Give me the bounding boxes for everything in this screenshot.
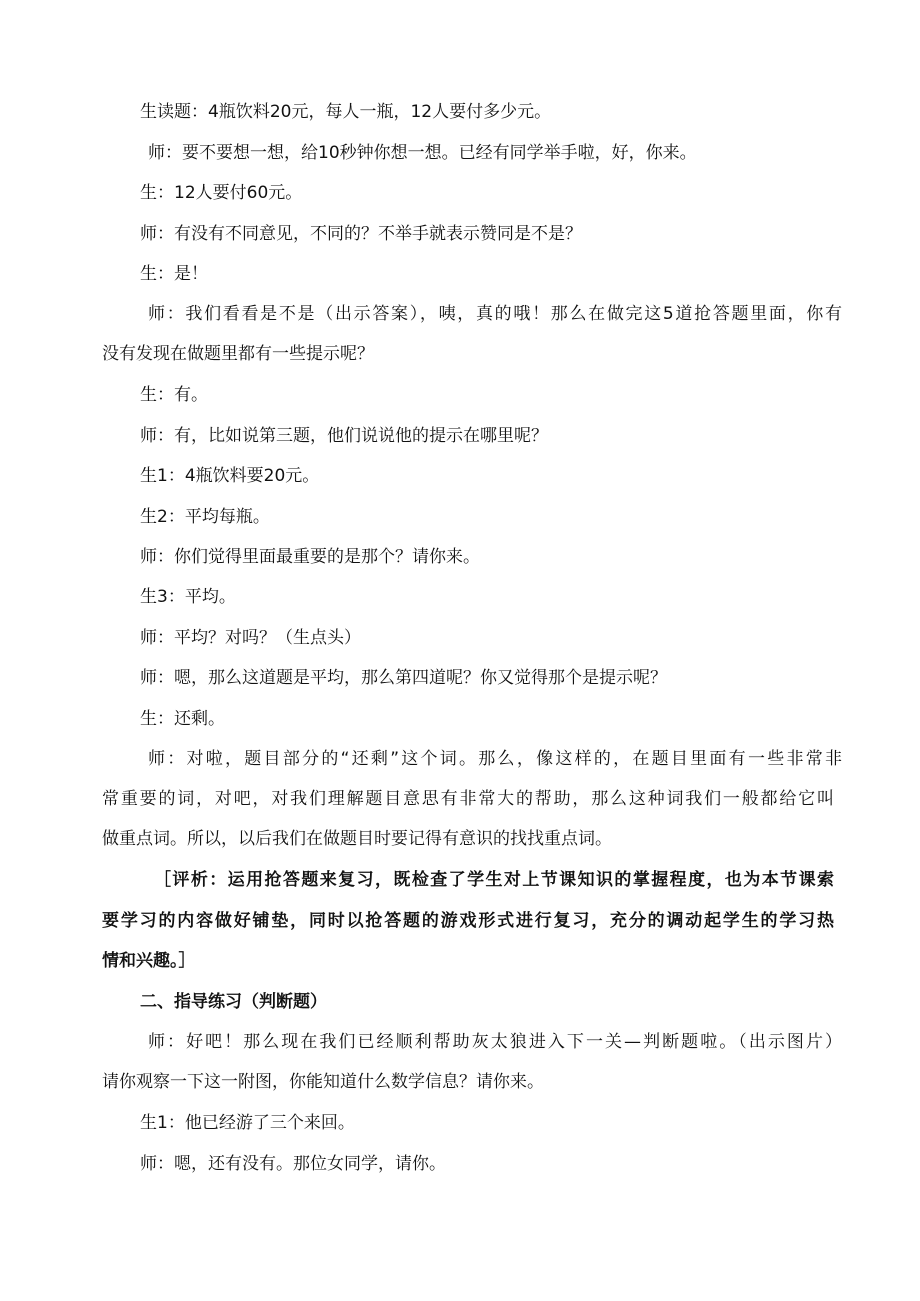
paragraph-line: 师：要不要想一想，给10秒钟你想一想。已经有同学举手啦，好，你来。 xyxy=(148,143,697,163)
paragraph-line: 师：好吧！那么现在我们已经顺利帮助灰太狼进入下一关—判断题啦。（出示图片） xyxy=(148,1032,842,1052)
commentary-line: 情和兴趣。］ xyxy=(102,951,196,971)
commentary-line: 要学习的内容做好铺垫，同时以抢答题的游戏形式进行复习，充分的调动起学生的学习热 xyxy=(102,911,834,931)
paragraph-line: 生1：4瓶饮料要20元。 xyxy=(140,466,320,486)
paragraph-line: 没有发现在做题里都有一些提示呢？ xyxy=(102,344,374,364)
paragraph-line: 师：你们觉得里面最重要的是那个？请你来。 xyxy=(140,547,480,567)
paragraph-line: 师：嗯，还有没有。那位女同学，请你。 xyxy=(140,1154,446,1174)
paragraph-line: 生1：他已经游了三个来回。 xyxy=(140,1113,355,1133)
paragraph-line: 请你观察一下这一附图，你能知道什么数学信息？请你来。 xyxy=(102,1072,544,1092)
paragraph-line: 生：还剩。 xyxy=(140,709,225,729)
paragraph-line: 生读题：4瓶饮料20元，每人一瓶，12人要付多少元。 xyxy=(140,102,552,122)
paragraph-line: 师：有，比如说第三题，他们说说他的提示在哪里呢？ xyxy=(140,426,548,446)
paragraph-line: 做重点词。所以，以后我们在做题目时要记得有意识的找找重点词。 xyxy=(102,829,612,849)
commentary-line: ［评析：运用抢答题来复习，既检查了学生对上节课知识的掌握程度，也为本节课索 xyxy=(154,870,834,890)
paragraph-line: 生：12人要付60元。 xyxy=(140,183,303,203)
paragraph-line: 师：平均？对吗？（生点头） xyxy=(140,628,361,648)
paragraph-line: 师：有没有不同意见，不同的？不举手就表示赞同是不是？ xyxy=(140,224,582,244)
paragraph-line: 常重要的词，对吧，对我们理解题目意思有非常大的帮助，那么这种词我们一般都给它叫 xyxy=(102,789,834,809)
paragraph-line: 师：嗯，那么这道题是平均，那么第四道呢？你又觉得那个是提示呢？ xyxy=(140,668,667,688)
paragraph-line: 生：有。 xyxy=(140,385,208,405)
paragraph-line: 生3：平均。 xyxy=(140,587,236,607)
paragraph-line: 生2：平均每瓶。 xyxy=(140,507,270,527)
paragraph-line: 师：对啦，题目部分的“还剩”这个词。那么，像这样的，在题目里面有一些非常非 xyxy=(148,749,842,769)
paragraph-line: 师：我们看看是不是（出示答案），咦，真的哦！那么在做完这5道抢答题里面，你有 xyxy=(148,304,842,324)
paragraph-line: 生：是！ xyxy=(140,264,208,284)
section-heading: 二、指导练习（判断题） xyxy=(140,992,327,1012)
